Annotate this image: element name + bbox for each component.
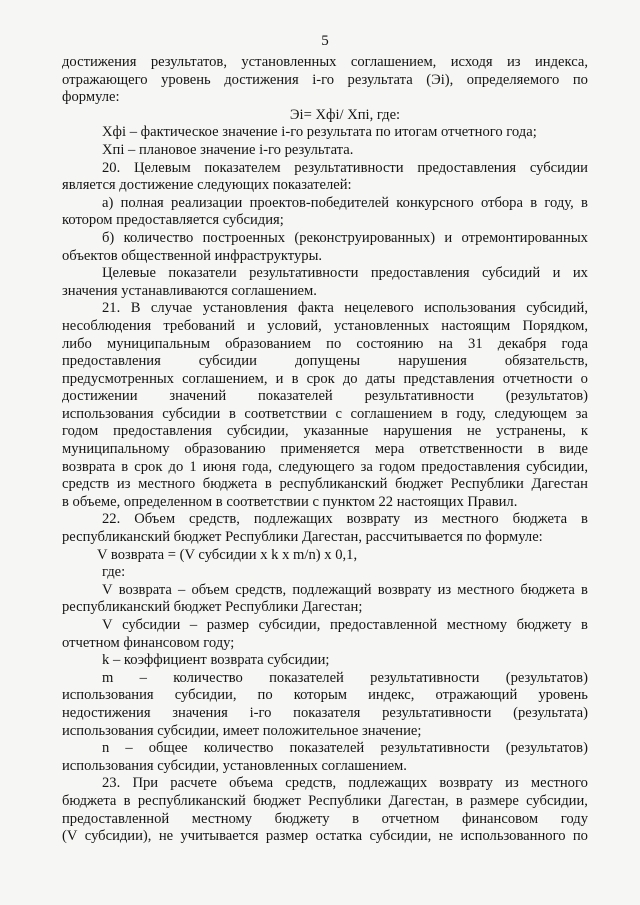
text-line [62,72,588,90]
line-text: использования субсидии, установленных соглашением. [62,757,407,774]
word: за [575,405,588,422]
word: средств [62,476,110,493]
word: Целевые [102,265,156,282]
word: бюджету [516,617,572,633]
word: – [189,617,198,633]
word: из [505,775,519,792]
word: до [168,458,184,475]
word: из [506,54,521,70]
word: индекса, [534,54,588,70]
word: несоблюдения [62,317,152,334]
word: (реконструированных) [294,229,436,246]
word: соглашением, [182,370,268,387]
formula-text: Эi= Хфi/ Хпi, где: [289,106,401,123]
text-line [62,459,588,477]
word: использования [62,687,154,704]
word: субсидии), [84,828,152,845]
word: на [438,335,453,352]
text-line [62,476,588,494]
word: субсидии, [258,617,321,633]
word: 20. [102,159,121,176]
word: – [139,669,147,686]
word: соответствии [244,405,327,422]
word: показателя [293,704,361,721]
text-line [62,195,588,213]
word: декабря [497,335,547,352]
word: бюджет [253,792,301,809]
word: июня [202,458,237,475]
text-line [62,353,588,371]
word: не [158,828,174,845]
word: в [123,792,131,809]
word: мера [374,441,405,458]
word: настоящим [441,317,511,334]
word: показателем [204,159,281,176]
word: Целевым [133,159,191,176]
word: учитывается [180,828,259,845]
word: уровень [161,71,211,88]
word: из [437,581,452,598]
text-line [62,318,588,336]
text-line [62,336,588,354]
word: в [440,405,448,422]
word: результативности [249,265,359,282]
word: (результатов) [505,740,588,757]
word: подлежащих [253,511,333,528]
text-line [62,511,588,529]
word: субсидии [529,159,588,176]
word: показателей [258,388,333,405]
word: с [335,405,342,422]
word: не [438,828,453,845]
text-line [62,248,588,266]
word: (результатов) [505,388,588,405]
text-line [62,300,588,318]
word: субсидии [162,405,221,422]
text-line [62,371,588,389]
word: результативности [294,159,404,176]
text-line [62,740,588,758]
word: а) [102,194,114,211]
word: б) [102,229,115,246]
text-line [62,89,588,107]
word: муниципальному [62,441,170,458]
word: субсидий, [526,300,588,317]
word: количество [203,740,274,757]
word: (Эi), [426,71,454,88]
word: местного [138,476,196,493]
line-text: Хпi – плановое значение i-го результата. [102,141,354,158]
text-line [62,230,588,248]
text-line [62,775,588,793]
word: Республики [450,476,524,493]
word: Объем [134,511,176,528]
word: в [352,810,360,827]
word: в [581,581,588,598]
word: средств, [189,511,240,528]
word: размер [206,617,250,633]
text-line [62,828,588,846]
word: представления [403,370,495,387]
word: в [530,194,538,211]
line-text: формуле: [62,89,120,106]
text-line [62,423,588,441]
word: результатов, [150,54,227,70]
word: года, [242,458,273,475]
word: бюджета [202,476,258,493]
word: использования [62,405,154,422]
word: предоставления [370,265,470,282]
word: Республики [308,792,382,809]
word: образованием [225,335,312,352]
word: финансовом [461,810,539,827]
word: средств, [235,581,287,598]
word: в [455,792,463,809]
text-line [62,723,588,741]
word: достижения [224,71,299,88]
line-text: k – коэффициент возврата субсидии; [102,652,330,669]
word: в [121,458,129,475]
word: ответственности [419,441,523,458]
text-line [62,441,588,459]
word: до [342,370,358,387]
word: 31 [468,335,483,352]
word: в [580,194,588,211]
word: из [414,511,428,528]
word: и [444,229,453,246]
line-text: Хфi – фактическое значение i-го результата по итогам отчетного года; [102,124,537,141]
word: результативности [370,669,480,686]
word: их [572,265,588,282]
word: по [572,71,588,88]
word: образованию [184,441,266,458]
text-line [62,617,588,635]
word: бюджет [395,476,443,493]
text-line [62,142,588,160]
word: индекс, [368,687,415,704]
word: подлежащих [348,775,428,792]
word: отчетности [502,370,573,387]
word: нецелевого [344,300,414,317]
text-line [62,388,588,406]
word: которым [293,687,347,704]
word: субсидии, [226,423,289,440]
text-line [62,494,588,512]
word: В [130,300,141,317]
word: результата [347,71,413,88]
word: не [467,423,482,440]
word: бюджета [512,511,568,528]
text-line [62,54,588,72]
word: количество [173,669,243,686]
word: муниципальным [106,335,210,352]
word: года [561,335,588,352]
word: срок [306,370,335,387]
word: по [257,687,273,704]
line-text: значения устанавливаются соглашением. [62,282,317,299]
word: соглашением [350,405,433,422]
word: – [125,740,133,757]
line-text: V возврата = (V субсидии x k x m/n) x 0,1, [97,546,358,563]
word: субсидии, [174,687,237,704]
word: установленных [241,54,337,70]
word: местного [530,775,588,792]
word: по [326,335,342,352]
word: субсидии, [369,828,432,845]
word: соглашением, [350,54,437,70]
word: в [228,405,236,422]
word: годом [379,458,416,475]
word: Дагестан, [388,792,449,809]
word: отражающий [435,687,518,704]
word: полная [120,194,164,211]
word: (результата) [513,704,588,721]
word: требований [163,317,236,334]
word: следующем [494,405,568,422]
word: использованного [460,828,566,845]
word: Порядком, [522,317,588,334]
word: году, [544,194,574,211]
word: i-го [249,704,272,721]
word: и [552,265,561,282]
word: результативности [364,388,474,405]
text-line [62,107,588,125]
word: объема [229,775,274,792]
word: расчете [170,775,217,792]
text-line [62,212,588,230]
word: указанные [303,423,369,440]
word: размере [470,792,519,809]
text-line [62,582,588,600]
word: субсидии, [526,458,588,475]
text-line [62,652,588,670]
word: m [102,669,114,686]
word: нарушения [383,423,453,440]
word: следующего [278,458,355,475]
word: достижения [62,54,137,70]
word: объем [191,581,230,598]
text-line [62,547,588,565]
word: предоставления [62,353,161,370]
text-line [62,160,588,178]
word: средств, [285,775,337,792]
word: результативности [382,704,492,721]
text-line [62,758,588,776]
word: предусмотренных [62,370,174,387]
word: допущены [294,353,361,370]
word: в [581,511,588,528]
text-line [62,265,588,283]
word: реализации [171,194,243,211]
word: (результатов) [505,669,588,686]
word: году [560,810,588,827]
word: возврату [377,581,432,598]
word: субсидии [122,617,181,633]
word: размер [265,828,309,845]
word: обязательств, [504,353,588,370]
word: о [580,370,588,387]
word: в [537,441,545,458]
word: виде [559,441,588,458]
word: 22. [102,511,121,528]
word: n [102,740,110,757]
word: году, [456,405,486,422]
word: за [360,458,373,475]
word: субсидий [482,265,541,282]
word: При [132,775,159,792]
word: бюджета [520,581,575,598]
word: нарушения [398,353,467,370]
page-number: 5 [321,33,329,49]
word: количество [123,229,194,246]
text-line [62,635,588,653]
text-line [62,811,588,829]
word: местному [191,810,253,827]
text-line [62,124,588,142]
word: срок [134,458,163,475]
word: V [102,617,113,633]
word: показатели [168,265,237,282]
word: недостижения [62,704,151,721]
word: предоставления [417,159,517,176]
text-line [62,177,588,195]
word: устранены, [496,423,566,440]
word: результативности [380,740,490,757]
word: к [580,423,588,440]
document-body [62,54,588,846]
text-line [62,705,588,723]
word: 1 [189,458,197,475]
word: возврата [62,458,116,475]
text-line [62,793,588,811]
word: 21. [102,300,121,317]
line-text: где: [102,564,126,581]
text-line [62,529,588,547]
word: V [102,581,113,598]
line-text: использования субсидии, имеет положительное значение; [62,722,422,739]
word: бюджета [62,792,117,809]
word: и [247,317,256,334]
word: установленных [333,317,430,334]
word: проектов-победителей [249,194,390,211]
word: показателей [269,669,344,686]
text-line [62,670,588,688]
word: исходя [450,54,493,70]
word: подлежащий [292,581,372,598]
word: возврату [439,775,493,792]
word: отремонтированных [461,229,588,246]
word: 23. [102,775,121,792]
word: (V [62,828,78,845]
word: субсидии, [526,792,588,809]
word: местного [441,511,499,528]
line-text: является достижение следующих показателей: [62,177,352,194]
word: в [581,617,588,633]
word: субсидии [198,353,257,370]
word: республиканский [279,476,388,493]
word: установления [202,300,288,317]
line-text: отчетном финансовом году; [62,634,235,651]
word: построенных [202,229,286,246]
word: из [116,476,131,493]
word: конкурсного [396,194,474,211]
word: и [275,370,284,387]
word: остатка [315,828,363,845]
text-line [62,564,588,582]
word: предоставления [113,423,212,440]
word: отчетном [381,810,440,827]
word: состоянию [356,335,424,352]
word: местного [457,581,515,598]
line-text: республиканский бюджет Республики Дагестан; [62,599,363,616]
word: i-го [312,71,335,88]
line-text: котором предоставляется субсидия; [62,212,284,229]
word: Дагестан [531,476,588,493]
word: факта [297,300,334,317]
word: показателей [289,740,365,757]
word: республиканский [137,792,246,809]
word: уровень [538,687,588,704]
word: возврата [118,581,172,598]
word: значения [172,704,228,721]
word: либо [62,335,92,352]
line-text: республиканский бюджет Республики Дагестан, рассчитывается по формуле: [62,529,543,546]
word: определяемого [466,71,560,88]
word: даты [365,370,396,387]
word: возврату [346,511,401,528]
word: отражающего [62,71,148,88]
word: использования [424,300,516,317]
word: общее [148,740,188,757]
word: по [572,828,588,845]
word: – [178,581,186,598]
word: местному [446,617,507,633]
word: значений [169,388,227,405]
word: бюджету [274,810,330,827]
word: отбора [480,194,523,211]
text-line [62,599,588,617]
word: в [264,476,272,493]
word: случае [150,300,193,317]
text-line [62,283,588,301]
word: в [291,370,299,387]
word: предоставления [421,458,521,475]
text-line [62,687,588,705]
word: условий, [267,317,322,334]
word: достижении [62,388,138,405]
word: предоставленной [329,617,438,633]
word: годом [62,423,99,440]
word: предоставленной [62,810,170,827]
line-text: в объеме, определенном в соответствии с пунктом 22 настоящих Правил. [62,493,518,510]
line-text: объектов общественной инфраструктуры. [62,247,323,264]
text-line [62,406,588,424]
word: применяется [280,441,360,458]
